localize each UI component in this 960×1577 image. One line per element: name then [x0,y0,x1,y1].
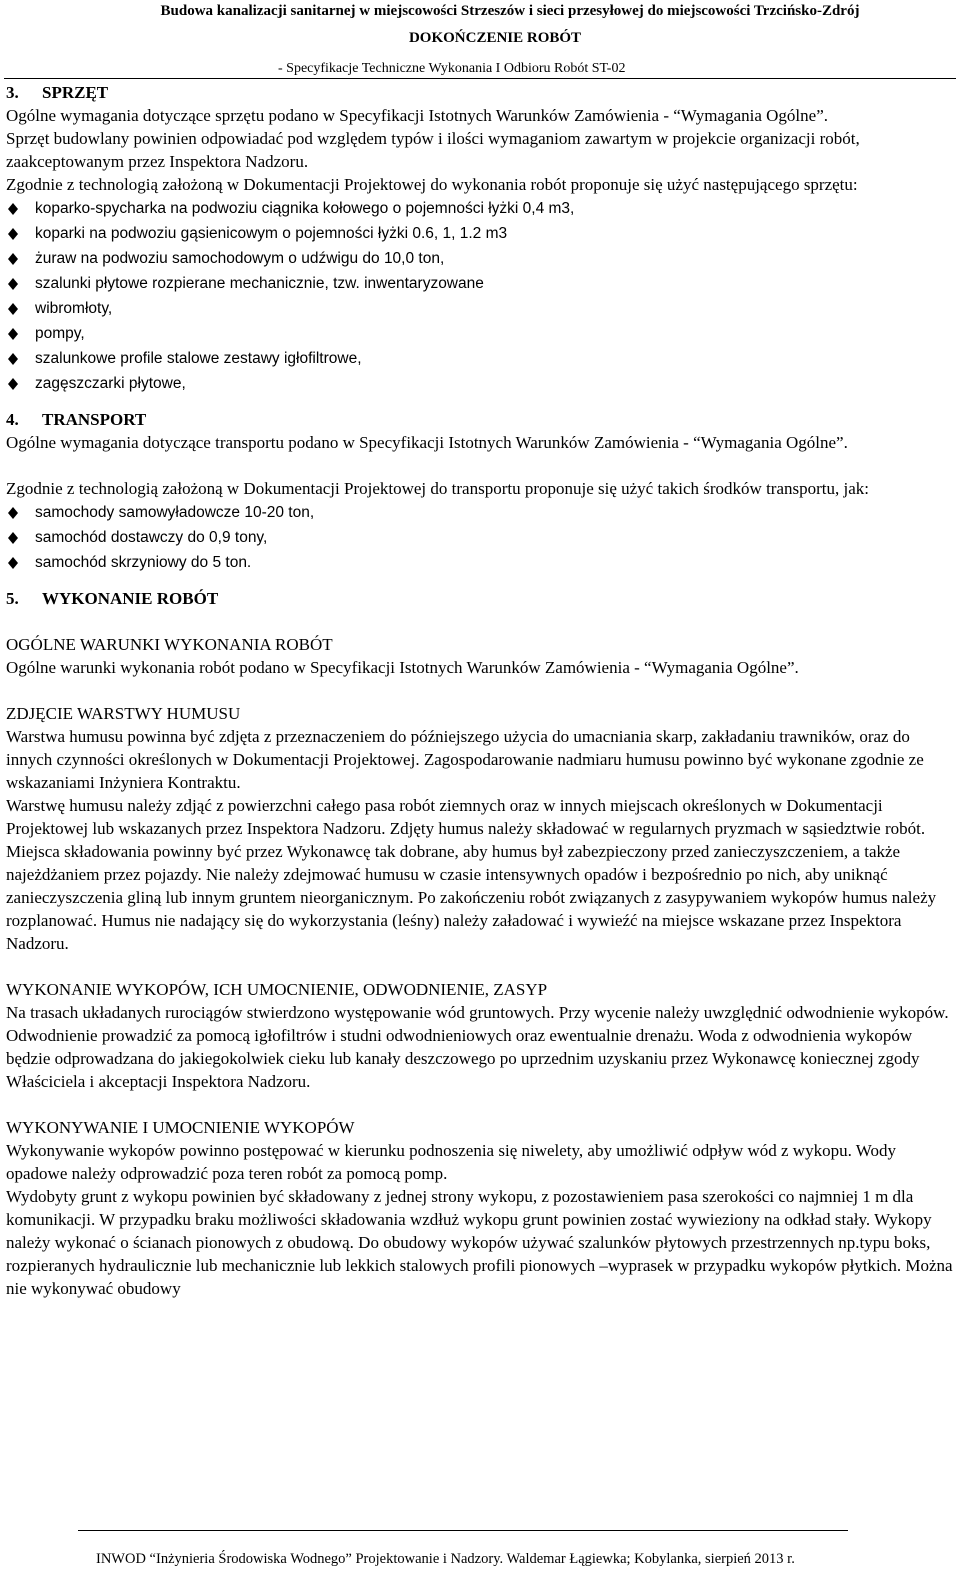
document-body [6,81,956,1300]
equipment-list [6,196,956,396]
spacer [6,610,956,633]
paragraph: Warstwę humusu należy zdjąć z powierzchni całego pasa robót ziemnych oraz w innych miejscach określonych w Dokumentacji Projektowej lub wskazanych przez Inspektora Nadzoru. Zdjęty humus należy składować w regularnych pryzmach w sąsiedztwie robót. Miejsca składowania powinny być przez Wykonawcę tak dobrane, aby humus był zabezpieczony przed zanieczyszczeniem, a także najeżdżaniem przez pojazdy. Nie należy zdejmować humusu w czasie intensywnych opadów i bezpośrednio po nich, aby uniknąć zanieczyszczenia gliną lub innym gruntem nieorganicznym. Po zakończeniu robót związanych z zasypywaniem wykopów humus należy rozplanować. Humus nie nadający się do wykorzystania (leśny) należy załadować i wywieźć na miejsce wskazane przez Inspektora Nadzoru. [6,796,937,953]
section-number: 4. [6,410,19,429]
paragraph: Zgodnie z technologią założoną w Dokumentacji Projektowej do wykonania robót proponuje się użyć następującego sprzętu: [6,175,858,194]
header-rule [4,78,956,79]
list-item-text: szalunki płytowe rozpierane mechanicznie, tzw. inwentaryzowane [35,275,484,292]
diamond-bullet-icon [8,203,18,215]
diamond-bullet-icon [8,328,18,340]
list-item [6,500,956,525]
list-item [6,296,956,321]
list-item-text: żuraw na podwoziu samochodowym o udźwigu do 10,0 ton, [35,250,445,267]
diamond-bullet-icon [8,378,18,390]
list-item [6,196,956,221]
list-item [6,271,956,296]
list-item-text: szalunkowe profile stalowe zestawy igłofiltrowe, [35,350,362,367]
list-item [6,525,956,550]
list-item-text: koparki na podwoziu gąsienicowym o pojemności łyżki 0.6, 1, 1.2 m3 [35,225,508,242]
page-footer: INWOD “Inżynieria Środowiska Wodnego” Projektowanie i Nadzory. Waldemar Łągiewka; Kobylanka, sierpień 2013 r. [96,1551,795,1567]
paragraph: Wydobyty grunt z wykopu powinien być składowany z jednej strony wykopu, z pozostawieniem pasa szerokości co najmniej 1 m dla komunikacji. W przypadku braku możliwości składowania wzdłuż wykopu grunt powinien zostać wywieziony na odkład stały. Wykopy należy wykonać o ścianach pionowych z obudową. Do obudowy wykopów używać szalunków płytowych przestrzennych np.typu boks, rozpieranych hydraulicznie lub mechanicznie lub lekkich stalowych profili pionowych –wyprasek w przypadku wykopów płytkich. Można nie wykonywać obudowy [6,1187,953,1298]
section-title: TRANSPORT [42,410,147,429]
spacer [6,679,956,702]
transport-list [6,500,956,575]
diamond-bullet-icon [8,532,18,544]
list-item [6,246,956,271]
diamond-bullet-icon [8,353,18,365]
paragraph: Ogólne warunki wykonania robót podano w Specyfikacji Istotnych Warunków Zamówienia - “Wymagania Ogólne”. [6,658,799,677]
diamond-bullet-icon [8,507,18,519]
list-item [6,221,956,246]
paragraph: Ogólne wymagania dotyczące transportu podano w Specyfikacji Istotnych Warunków Zamówienia - “Wymagania Ogólne”. [6,433,848,452]
diamond-bullet-icon [8,253,18,265]
section-heading-wykonanie [6,587,956,610]
list-item [6,321,956,346]
diamond-bullet-icon [8,303,18,315]
section-number: 3. [6,83,19,102]
list-item [6,371,956,396]
section-heading-sprzet [6,81,956,104]
list-item [6,346,956,371]
subsection-heading: OGÓLNE WARUNKI WYKONANIA ROBÓT [6,635,333,654]
list-item [6,550,956,575]
diamond-bullet-icon [8,228,18,240]
header-section-title: DOKOŃCZENIE ROBÓT [408,30,582,46]
spacer [6,1093,956,1116]
section-number: 5. [6,589,19,608]
paragraph: Zgodnie z technologią założoną w Dokumentacji Projektowej do transportu proponuje się użyć takich środków transportu, jak: [6,479,869,498]
paragraph: Ogólne wymagania dotyczące sprzętu podano w Specyfikacji Istotnych Warunków Zamówienia - “Wymagania Ogólne”. [6,106,828,125]
footer-rule [78,1530,848,1531]
paragraph: Sprzęt budowlany powinien odpowiadać pod względem typów i ilości wymaganiom zawartym w projekcie organizacji robót, zaakceptowanym przez Inspektora Nadzoru. [6,129,860,171]
list-item-text: samochód dostawczy do 0,9 tony, [35,529,268,546]
section-title: WYKONANIE ROBÓT [42,589,219,608]
paragraph: Warstwa humusu powinna być zdjęta z przeznaczeniem do późniejszego użycia do umacniania skarp, zakładaniu trawników, oraz do innych czynności określonych w Dokumentacji Projektowej. Zagospodarowanie nadmiaru humusu powinno być wykonane zgodnie ze wskazaniami Inżyniera Kontraktu. [6,727,924,792]
header-project-title: Budowa kanalizacji sanitarnej w miejscowości Strzeszów i sieci przesyłowej do miejscowości Trzcińsko-Zdrój [160,3,860,19]
list-item-text: wibromłoty, [35,300,113,317]
list-item-text: samochód skrzyniowy do 5 ton. [35,554,252,571]
paragraph: Na trasach układanych rurociągów stwierdzono występowanie wód gruntowych. Przy wycenie należy uwzględnić odwodnienie wykopów. Odwodnienie prowadzić za pomocą igłofiltrów i studni odwodnieniowych oraz ewentualnie drenażu. Woda z odwodnienia wykopów będzie odprowadzana do jakiegokolwiek cieku lub kanały deszczowego po uprzednim uzyskaniu przez Wykonawcę koniecznej zgody Właściciela i akceptacji Inspektora Nadzoru. [6,1003,949,1091]
diamond-bullet-icon [8,278,18,290]
paragraph: Wykonywanie wykopów powinno postępować w kierunku podnoszenia się niwelety, aby umożliwić odpływ wód z wykopu. Wody opadowe należy odprowadzić poza teren robót za pomocą pomp. [6,1141,896,1183]
list-item-text: zagęszczarki płytowe, [35,375,186,392]
spacer [6,396,956,408]
list-item-text: samochody samowyładowcze 10-20 ton, [35,504,315,521]
spacer [6,575,956,587]
subsection-heading: WYKONANIE WYKOPÓW, ICH UMOCNIENIE, ODWODNIENIE, ZASYP [6,980,548,999]
section-title: SPRZĘT [42,83,109,102]
list-item-text: pompy, [35,325,85,342]
section-heading-transport [6,408,956,431]
list-item-text: koparko-spycharka na podwoziu ciągnika kołowego o pojemności łyżki 0,4 m3, [35,200,575,217]
diamond-bullet-icon [8,557,18,569]
spacer [6,454,956,477]
subsection-heading: WYKONYWANIE I UMOCNIENIE WYKOPÓW [6,1118,355,1137]
subsection-heading: ZDJĘCIE WARSTWY HUMUSU [6,704,241,723]
spacer [6,955,956,978]
header-spec-title: - Specyfikacje Techniczne Wykonania I Odbioru Robót ST-02 [278,61,626,76]
